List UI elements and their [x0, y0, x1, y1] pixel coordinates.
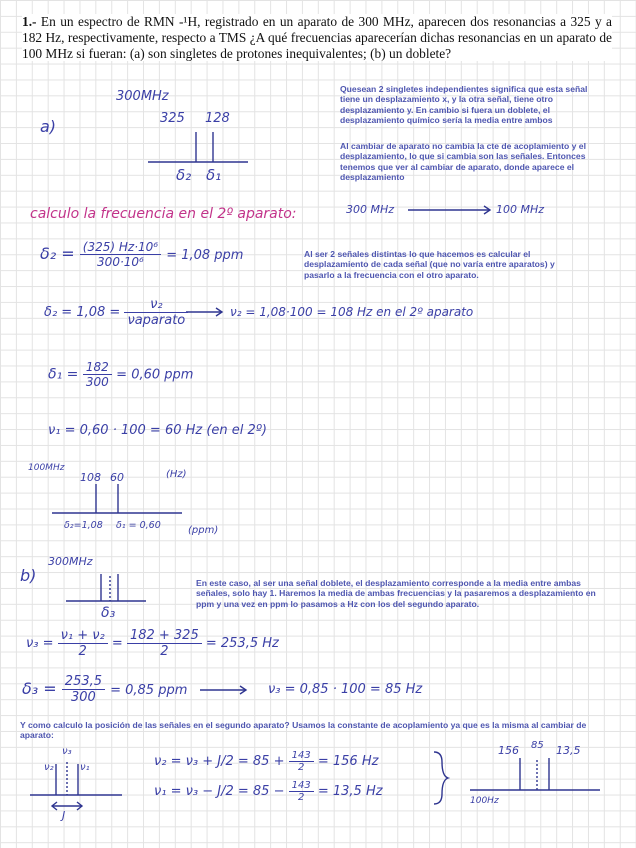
eq1-num: (325) Hz·10⁶ — [80, 240, 161, 255]
brace — [434, 752, 448, 804]
eq7-text: ν₂ = ν₃ + J/2 = 85 + — [154, 754, 285, 769]
eq5-result: = 253,5 Hz — [205, 636, 279, 651]
spec2-peak2: 60 — [110, 471, 124, 484]
final-freq: 100Hz — [470, 796, 499, 806]
eq1-lhs: δ₂ = — [40, 244, 75, 263]
eq6-result: = 0,85 ppm — [110, 683, 188, 698]
eq5-fraction1 — [58, 628, 108, 659]
eq6-rhs: ν₃ = 0,85 · 100 = 85 Hz — [268, 682, 423, 697]
spec2-d2: δ₂=1,08 — [64, 520, 103, 531]
eq7-den: 2 — [297, 762, 305, 773]
eq6-lhs: δ₃ = — [22, 679, 57, 698]
final-p1: 156 — [498, 744, 519, 757]
eq7-fraction — [289, 750, 314, 773]
b-delta3: δ₃ — [101, 605, 116, 621]
eq5-fraction2 — [127, 628, 202, 659]
eq3-den: 300 — [85, 375, 109, 389]
note-singletes: Quesean 2 singletes independientes significa que esta señal tiene un desplazamiento x, y la otra señal, tiene otro desplazamiento y. En cambio si fuera un doblete, el desplazamiento químico sería la media entre ambos — [340, 84, 588, 126]
eq5-lhs: ν₃ = — [26, 636, 54, 651]
eq8-den: 2 — [297, 792, 305, 803]
spec2-freq: 100MHz — [28, 463, 65, 473]
final-p3: 13,5 — [556, 744, 581, 757]
eq8-text: ν₁ = ν₃ − J/2 = 85 − — [154, 784, 285, 799]
eq6-den: 300 — [70, 690, 96, 705]
eq4: ν₁ = 0,60 · 100 = 60 Hz (en el 2º) — [48, 423, 268, 438]
eq5-equals: = — [111, 636, 123, 651]
a-freq-label: 300MHz — [116, 89, 169, 104]
eq2-den: νaparato — [127, 313, 186, 328]
a-peak1: 325 — [160, 111, 185, 126]
a-peak2: 128 — [205, 111, 230, 126]
eq1 — [40, 240, 243, 269]
eq2-fraction — [124, 297, 188, 328]
eq8-result: = 13,5 Hz — [317, 784, 383, 799]
a-label: a) — [40, 117, 57, 136]
a-delta1: δ₁ — [206, 166, 222, 184]
eq5-den: 2 — [78, 644, 87, 659]
to-freq: 100 MHz — [496, 203, 545, 216]
eq1-fraction — [80, 240, 161, 269]
diag-v1: ν₁ — [80, 762, 90, 773]
eq5-den2: 2 — [160, 644, 169, 659]
eq6-fraction — [62, 674, 105, 705]
eq6 — [22, 674, 187, 705]
from-freq: 300 MHz — [346, 203, 395, 216]
note-cambiar-aparato: Al cambiar de aparato no cambia la cte de acoplamiento y el desplazamiento, lo que si cambia son las señales. Entonces tenemos que ver al cambiar de aparato, donde aparece el desplazamiento — [340, 141, 586, 183]
eq5-num2: 182 + 325 — [127, 628, 202, 644]
note-posicion: Y como calculo la posición de las señales en el segundo aparato? Usamos la constante de acoplamiento ya que es la misma al cambiar de aparato: — [20, 720, 587, 741]
eq2-lhs: δ₂ = 1,08 = — [44, 305, 121, 320]
eq2 — [44, 297, 188, 328]
eq8 — [154, 780, 383, 803]
eq5 — [26, 628, 279, 659]
spec2-d1: δ₁ = 0,60 — [116, 520, 161, 531]
diag-v3: ν₃ — [62, 746, 72, 757]
b-freq-label: 300MHz — [48, 555, 93, 568]
final-p2: 85 — [531, 740, 544, 751]
question-number: 1.- — [22, 14, 37, 29]
eq1-result: = 1,08 ppm — [166, 248, 244, 263]
spec2-unit-bottom: (ppm) — [188, 525, 219, 536]
eq1-den: 300·10⁶ — [97, 255, 144, 269]
eq2-rhs: ν₂ = 1,08·100 = 108 Hz en el 2º aparato — [230, 305, 474, 319]
question-body: En un espectro de RMN -¹H, registrado en un aparato de 300 MHz, aparecen dos resonancias a 325 y a 182 Hz, respectivamente, respecto a TMS ¿A qué frecuencias aparecerían dichas resonancias en un aparato de 100 MHz si fueran: (a) son singletes de protones inequivalentes; (b) un doblete? — [22, 14, 612, 61]
eq8-fraction — [289, 780, 314, 803]
calc-heading: calculo la frecuencia en el 2º aparato: — [30, 206, 297, 222]
eq3-lhs: δ₁ = — [48, 366, 79, 383]
eq3-fraction — [83, 360, 112, 389]
eq7-result: = 156 Hz — [317, 754, 379, 769]
eq3-num: 182 — [83, 360, 112, 375]
diag-v2: ν₂ — [44, 762, 54, 773]
eq3 — [48, 360, 193, 389]
b-label: b) — [20, 566, 37, 585]
eq8-num: 143 — [289, 780, 314, 792]
eq7 — [154, 750, 378, 773]
eq5-num: ν₁ + ν₂ — [58, 628, 108, 644]
spec2-peak1: 108 — [80, 471, 101, 484]
note-dos-senales: Al ser 2 señales distintas lo que hacemos es calcular el desplazamiento de cada señal (que no varía entre aparatos) y pasarlo a la frecuencia con el otro aparato. — [304, 249, 555, 280]
spec2-unit-top: (Hz) — [166, 469, 187, 480]
diag-j: J — [62, 809, 66, 822]
eq2-num: ν₂ — [124, 297, 188, 313]
a-delta2: δ₂ — [176, 166, 192, 184]
eq7-num: 143 — [289, 750, 314, 762]
eq6-num: 253,5 — [62, 674, 105, 690]
eq3-result: = 0,60 ppm — [116, 367, 194, 383]
note-doblete: En este caso, al ser una señal doblete, el desplazamiento corresponde a la media entre ambas señales, solo hay 1. Haremos la media de ambas frecuencias y la pasaremos a desplazamiento en ppm y una vez en ppm lo pasamos a Hz con los del segundo aparato. — [196, 578, 596, 609]
